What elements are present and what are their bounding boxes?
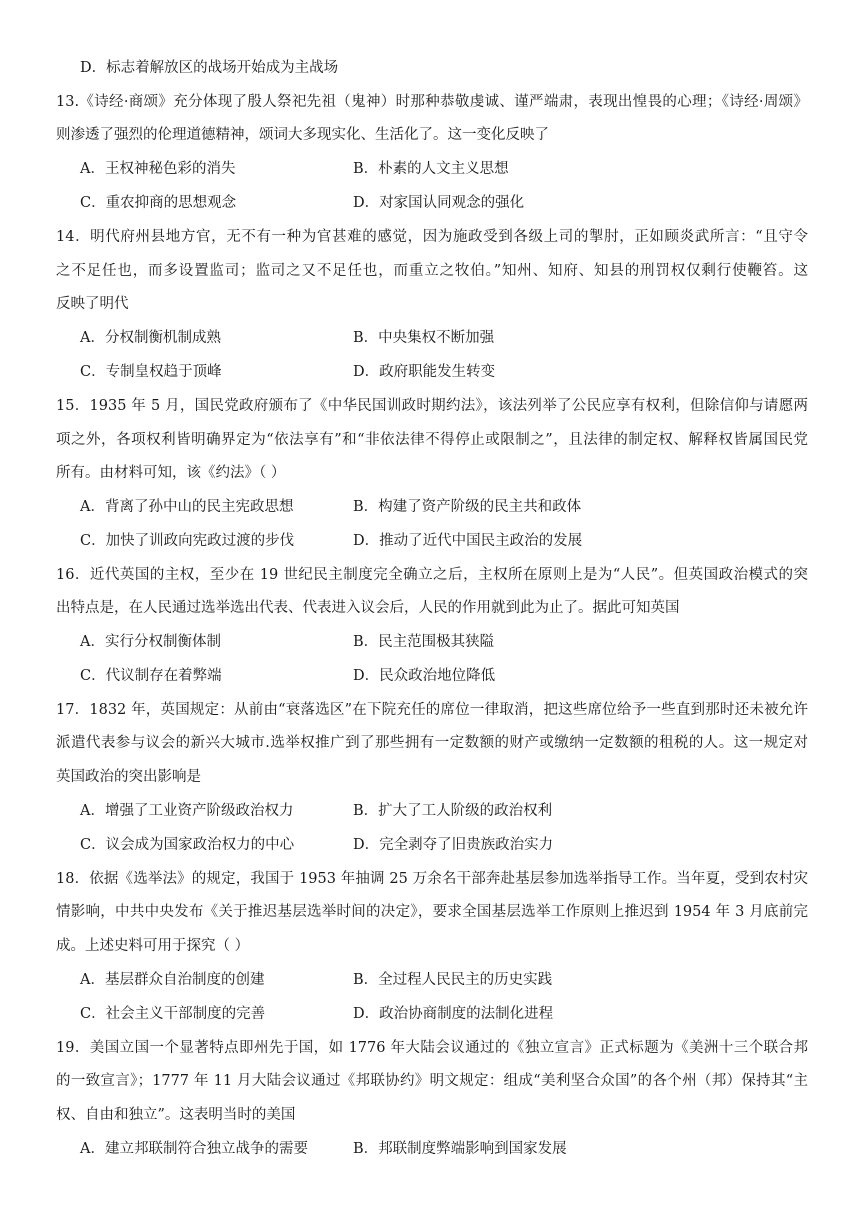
option-a: A．王权神秘色彩的消失 [80, 161, 236, 177]
question-stem-line: 情影响，中共中央发布《关于推迟基层选举时间的决定》，要求全国基层选举工作原则上推迟到 1954 年 3 月底前完 [56, 904, 808, 920]
option-a: A．分权制衡机制成熟 [80, 330, 221, 346]
option-b: B．邦联制度弊端影响到国家发展 [353, 1141, 567, 1157]
option-d: D．对家国认同观念的强化 [353, 195, 525, 211]
question-stem-line: 之不足任也，而多设置监司；监司之又不足任也，而重立之牧伯。”知州、知府、知县的刑罚权仅剩行使鞭笞。这 [56, 263, 808, 279]
question-stem-line: 的一致宣言》；1777 年 11 月大陆会议通过《邦联协约》明文规定：组成“美利坚合众国”的各个州（邦）保持其“主 [56, 1073, 808, 1089]
question-stem-line: 17．1832 年，英国规定：从前由“衰落选区”在下院充任的席位一律取消，把这些席位给予一些直到那时还未被允许 [56, 702, 808, 718]
option-d: D．推动了近代中国民主政治的发展 [353, 533, 583, 549]
question-stem-line: 派遣代表参与议会的新兴大城市.选举权推广到了那些拥有一定数额的财产或缴纳一定数额的租税的人。这一规定对 [56, 735, 808, 751]
option-b: B．全过程人民民主的历史实践 [353, 972, 553, 988]
option-b: B．朴素的人文主义思想 [353, 161, 509, 177]
question-stem-line: 18．依据《选举法》的规定，我国于 1953 年抽调 25 万余名干部奔赴基层参加选举指导工作。当年夏，受到农村灾 [56, 871, 808, 887]
option-c: C．代议制存在着弊端 [80, 668, 222, 684]
option-b: B．民主范围极其狭隘 [353, 634, 495, 650]
question-stem-line: 19．美国立国一个显著特点即州先于国，如 1776 年大陆会议通过的《独立宣言》正式标题为《美洲十三个联合邦 [56, 1040, 808, 1056]
question-stem-line: 项之外，各项权利皆明确界定为“依法享有”和“非依法律不得停止或限制之”，且法律的制定权、解释权皆属国民党 [56, 432, 808, 448]
option-c: C．重农抑商的思想观念 [80, 195, 237, 211]
option-d: D．政治协商制度的法制化进程 [353, 1006, 554, 1022]
option-c: C．加快了训政向宪政过渡的步伐 [80, 533, 295, 549]
option-a: A．背离了孙中山的民主宪政思想 [80, 499, 294, 515]
question-stem-line: 所有。由材料可知，该《约法》（ ） [56, 465, 286, 481]
option-c: C．社会主义干部制度的完善 [80, 1006, 266, 1022]
option-c: C．议会成为国家政治权力的中心 [80, 837, 295, 853]
question-stem-line: 14．明代府州县地方官，无不有一种为官甚难的感觉，因为施政受到各级上司的掣肘，正如顾炎武所言：“且守令 [56, 229, 808, 245]
question-stem-line: 反映了明代 [56, 296, 129, 312]
option-a: A．增强了工业资产阶级政治权力 [80, 803, 294, 819]
option-b: B．构建了资产阶级的民主共和政体 [353, 499, 582, 515]
option-c: C．专制皇权趋于顶峰 [80, 364, 222, 380]
question-stem-line: 13.《诗经·商颂》充分体现了殷人祭祀先祖（鬼神）时那种恭敬虔诚、谨严端肃，表现出惶畏的心理；《诗经·周颂》 [56, 94, 808, 110]
option-b: B．中央集权不断加强 [353, 330, 495, 346]
question-stem-line: 出特点是，在人民通过选举选出代表、代表进入议会后，人民的作用就到此为止了。据此可知英国 [56, 600, 680, 616]
option-d: D．政府职能发生转变 [353, 364, 496, 380]
option-a: A．实行分权制衡体制 [80, 634, 221, 650]
option-a: A．基层群众自治制度的创建 [80, 972, 265, 988]
question-stem-line: 16．近代英国的主权，至少在 19 世纪民主制度完全确立之后，主权所在原则上是为“人民”。但英国政治模式的突 [56, 567, 808, 583]
question-stem-line: 英国政治的突出影响是 [56, 769, 201, 785]
option-d: D．民众政治地位降低 [353, 668, 496, 684]
question-stem-line: 成。上述史料可用于探究（ ） [56, 938, 250, 954]
option-a: A．建立邦联制符合独立战争的需要 [80, 1141, 308, 1157]
question-stem-line: 则渗透了强烈的伦理道德精神，颂词大多现实化、生活化了。这一变化反映了 [56, 127, 549, 143]
question-stem-line: 权、自由和独立”。这表明当时的美国 [56, 1107, 296, 1123]
prev-option-d: D．标志着解放区的战场开始成为主战场 [80, 60, 339, 76]
question-stem-line: 15．1935 年 5 月，国民党政府颁布了《中华民国训政时期约法》，该法列举了公民应享有权利，但除信仰与请愿两 [56, 398, 808, 414]
option-b: B．扩大了工人阶级的政治权利 [353, 803, 553, 819]
option-d: D．完全剥夺了旧贵族政治实力 [353, 837, 554, 853]
